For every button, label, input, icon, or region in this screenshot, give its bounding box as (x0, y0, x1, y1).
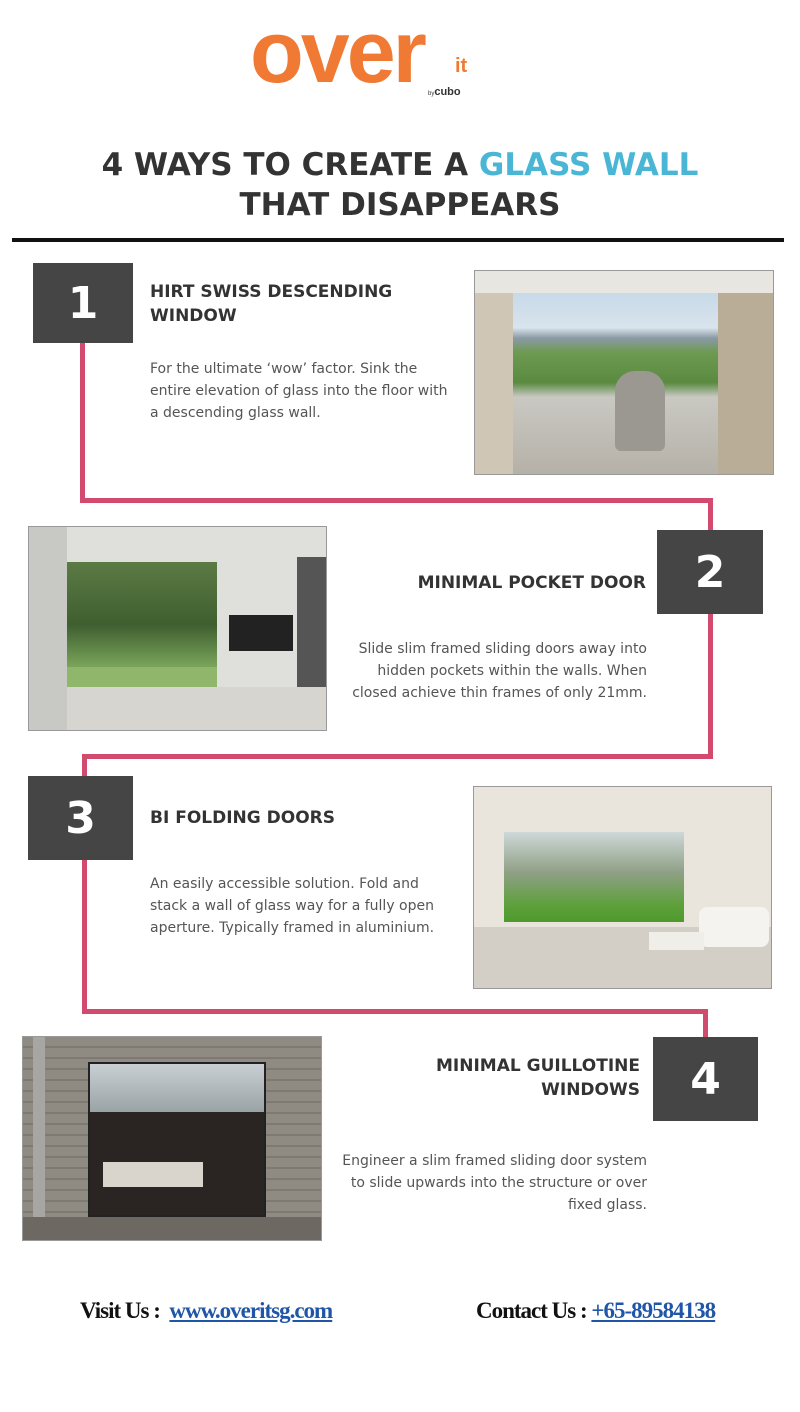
title-text: 4 WAYS TO CREATE A (101, 147, 479, 183)
descending-window-photo (474, 270, 774, 475)
logo: over (250, 2, 424, 101)
visit-label: Visit Us : (80, 1298, 160, 1323)
connector-line (703, 1009, 708, 1037)
section-body: Slide slim framed sliding doors away into hidden pockets within the walls. When closed achieve thin frames of only 21mm. (352, 641, 647, 701)
contact-us (476, 1298, 715, 1324)
connector-line (82, 1009, 708, 1014)
connector-line (708, 498, 713, 530)
step-number-3: 3 (28, 776, 133, 860)
bi-folding-doors-photo (473, 786, 772, 989)
page-title-line1 (0, 146, 800, 184)
section-heading: HIRT SWISS DESCENDING WINDOW (150, 282, 393, 326)
connector-line (708, 614, 713, 759)
divider (12, 238, 784, 242)
pocket-door-photo (28, 526, 327, 731)
title-highlight: GLASS WALL (478, 147, 699, 183)
visit-us (80, 1298, 332, 1324)
connector-line (82, 754, 713, 759)
phone-link[interactable]: +65-89584138 (591, 1298, 716, 1323)
logo-by (428, 86, 461, 98)
step-number-1: 1 (33, 263, 133, 343)
logo-sub: it (455, 55, 468, 77)
step-number-2: 2 (657, 530, 763, 614)
contact-label: Contact Us : (476, 1298, 587, 1323)
section-body: For the ultimate ‘wow’ factor. Sink the entire elevation of glass into the floor with a descending glass wall. (150, 361, 448, 421)
section-body: Engineer a slim framed sliding door system to slide upwards into the structure or over fixed glass. (342, 1153, 647, 1213)
section-body: An easily accessible solution. Fold and stack a wall of glass way for a fully open aperture. Typically framed in aluminium. (150, 876, 435, 936)
connector-line (80, 343, 85, 503)
connector-line (82, 860, 87, 1014)
section-heading: BI FOLDING DOORS (150, 808, 335, 828)
website-link[interactable]: www.overitsg.com (169, 1298, 333, 1323)
page-title-line2: THAT DISAPPEARS (239, 187, 561, 223)
guillotine-window-photo (22, 1036, 322, 1241)
section-heading: MINIMAL GUILLOTINE WINDOWS (436, 1056, 640, 1100)
logo-brand: cubo (434, 86, 461, 98)
connector-line (80, 498, 713, 503)
logo-by-text: by (428, 91, 435, 97)
step-number-4: 4 (653, 1037, 758, 1121)
connector-line (82, 754, 87, 776)
section-heading: MINIMAL POCKET DOOR (417, 573, 646, 593)
